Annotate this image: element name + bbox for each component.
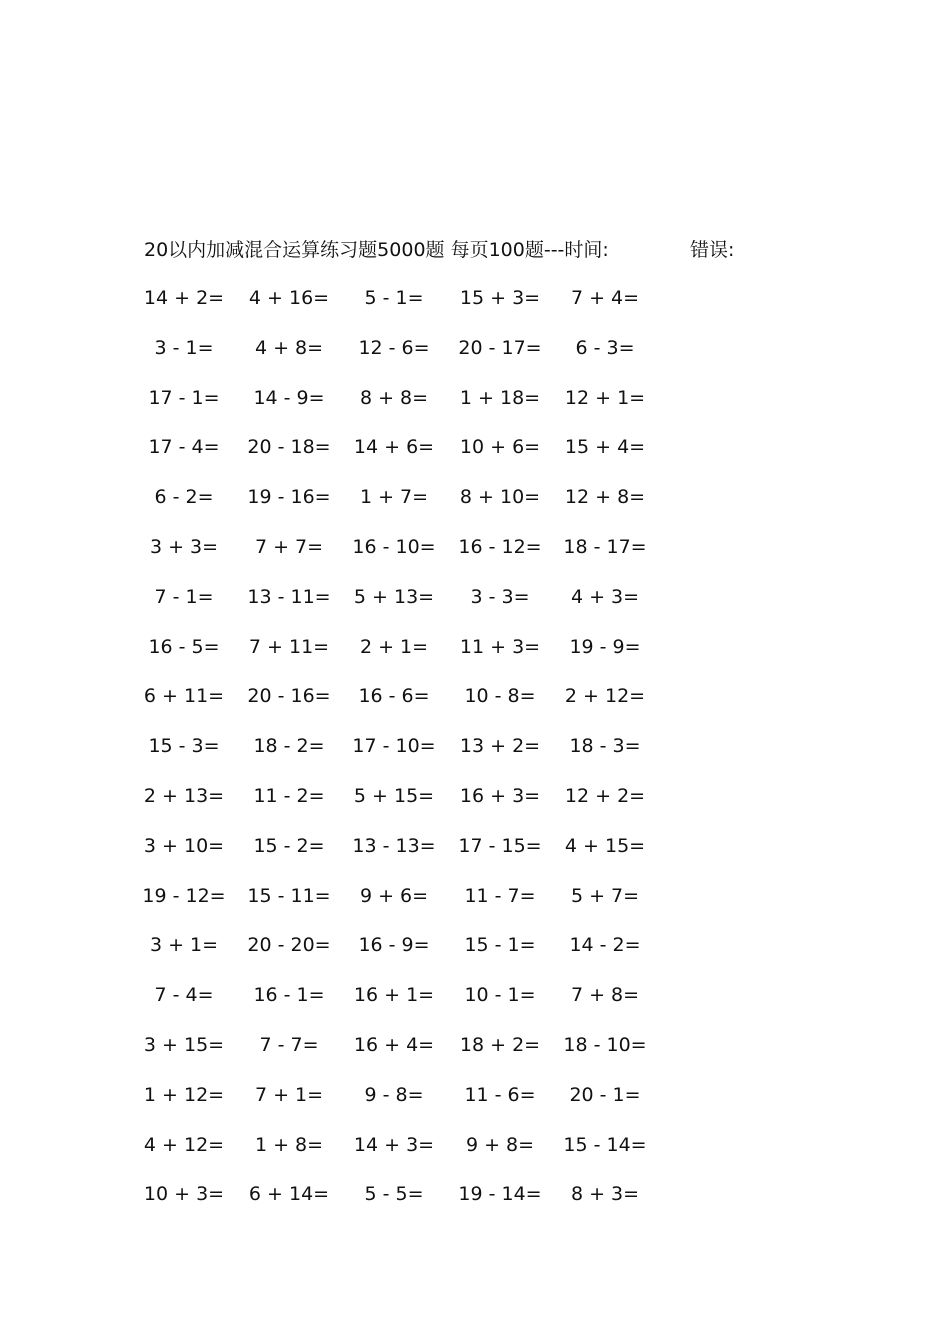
problem-item: 8 + 10=	[459, 486, 541, 509]
problem-item: 2 + 1=	[359, 635, 429, 658]
problem-item: 11 - 2=	[253, 785, 325, 807]
problem-item: 16 - 10=	[352, 536, 436, 558]
error-label: 错误:	[690, 239, 735, 261]
problem-item: 14 + 3=	[353, 1133, 435, 1156]
problem-item: 18 - 2=	[253, 735, 325, 758]
problem-item: 12 + 1=	[564, 386, 646, 409]
problem-item: 2 + 13=	[143, 785, 225, 807]
problem-item: 3 + 10=	[143, 834, 225, 857]
problem-item: 12 + 8=	[564, 486, 646, 509]
worksheet-title: 20以内加减混合运算练习题5000题 每页100题---	[144, 239, 565, 261]
problem-item: 16 - 9=	[358, 934, 430, 957]
problem-item: 1 + 7=	[359, 486, 429, 509]
problem-item: 7 - 4=	[154, 984, 214, 1007]
problem-item: 5 + 7=	[570, 884, 640, 907]
problem-item: 5 - 1=	[364, 287, 424, 309]
problem-item: 10 + 3=	[143, 1183, 225, 1206]
problem-item: 5 + 13=	[353, 585, 435, 608]
problem-item: 18 - 3=	[569, 735, 641, 758]
time-label: 时间:	[564, 239, 609, 261]
problem-item: 16 - 1=	[253, 984, 325, 1007]
problem-item: 12 + 2=	[564, 785, 646, 807]
problem-item: 8 + 8=	[359, 386, 429, 409]
problem-item: 1 + 18=	[459, 386, 541, 409]
problem-item: 19 - 14=	[458, 1183, 542, 1206]
problem-item: 7 + 11=	[248, 635, 330, 658]
problem-item: 20 - 17=	[458, 336, 542, 359]
problem-item: 3 + 1=	[149, 934, 219, 957]
problem-item: 20 - 20=	[247, 934, 331, 957]
problem-item: 5 - 5=	[364, 1183, 424, 1206]
problem-item: 15 - 3=	[148, 735, 220, 758]
problem-item: 7 + 1=	[254, 1083, 324, 1106]
problem-item: 15 - 2=	[253, 834, 325, 857]
problem-item: 19 - 16=	[247, 486, 331, 509]
problem-item: 20 - 1=	[569, 1083, 641, 1106]
problem-item: 5 + 15=	[353, 785, 435, 807]
problem-item: 4 + 12=	[143, 1133, 225, 1156]
problem-item: 15 - 11=	[247, 884, 331, 907]
problem-item: 18 + 2=	[459, 1034, 541, 1056]
problem-item: 17 - 1=	[148, 386, 220, 409]
problem-item: 15 - 14=	[563, 1133, 647, 1156]
problem-item: 13 - 13=	[352, 834, 436, 857]
problem-item: 9 + 8=	[465, 1133, 535, 1156]
problem-item: 12 - 6=	[358, 336, 430, 359]
problem-item: 16 + 1=	[353, 984, 435, 1007]
problem-item: 18 - 17=	[563, 536, 647, 558]
problem-item: 6 + 11=	[143, 685, 225, 708]
problem-item: 17 - 15=	[458, 834, 542, 857]
problem-item: 17 - 10=	[352, 735, 436, 758]
problem-item: 10 - 1=	[464, 984, 536, 1007]
problem-item: 14 + 2=	[143, 287, 225, 309]
problem-item: 3 + 3=	[149, 536, 219, 558]
problem-item: 7 + 7=	[254, 536, 324, 558]
problem-item: 6 + 14=	[248, 1183, 330, 1206]
problem-item: 7 - 1=	[154, 585, 214, 608]
problem-item: 11 + 3=	[459, 635, 541, 658]
problem-item: 4 + 16=	[248, 287, 330, 309]
problem-item: 3 + 15=	[143, 1034, 225, 1056]
problem-item: 19 - 12=	[142, 884, 226, 907]
problem-item: 3 - 1=	[154, 336, 214, 359]
problem-item: 13 + 2=	[459, 735, 541, 758]
problem-item: 2 + 12=	[564, 685, 646, 708]
problem-item: 16 - 6=	[358, 685, 430, 708]
problem-item: 10 + 6=	[459, 436, 541, 459]
problem-item: 14 - 9=	[253, 386, 325, 409]
problem-item: 7 - 7=	[259, 1034, 319, 1056]
problem-item: 16 + 4=	[353, 1034, 435, 1056]
problem-item: 16 - 5=	[148, 635, 220, 658]
problem-item: 6 - 3=	[575, 336, 635, 359]
problem-item: 9 + 6=	[359, 884, 429, 907]
problem-item: 13 - 11=	[247, 585, 331, 608]
problem-item: 7 + 4=	[570, 287, 640, 309]
problem-item: 14 - 2=	[569, 934, 641, 957]
problem-item: 3 - 3=	[470, 585, 530, 608]
problem-item: 6 - 2=	[154, 486, 214, 509]
problem-item: 15 + 3=	[459, 287, 541, 309]
problem-item: 16 + 3=	[459, 785, 541, 807]
problem-item: 8 + 3=	[570, 1183, 640, 1206]
problem-item: 4 + 15=	[564, 834, 646, 857]
problem-item: 4 + 3=	[570, 585, 640, 608]
problem-item: 9 - 8=	[364, 1083, 424, 1106]
problem-item: 15 + 4=	[564, 436, 646, 459]
problem-item: 15 - 1=	[464, 934, 536, 957]
problem-item: 20 - 18=	[247, 436, 331, 459]
problem-item: 1 + 8=	[254, 1133, 324, 1156]
problem-item: 4 + 8=	[254, 336, 324, 359]
problem-item: 14 + 6=	[353, 436, 435, 459]
problem-item: 1 + 12=	[143, 1083, 225, 1106]
problem-item: 7 + 8=	[570, 984, 640, 1007]
problem-item: 19 - 9=	[569, 635, 641, 658]
problem-item: 18 - 10=	[563, 1034, 647, 1056]
problem-item: 11 - 6=	[464, 1083, 536, 1106]
problem-item: 10 - 8=	[464, 685, 536, 708]
problem-item: 16 - 12=	[458, 536, 542, 558]
problem-item: 20 - 16=	[247, 685, 331, 708]
problem-item: 17 - 4=	[148, 436, 220, 459]
problem-item: 11 - 7=	[464, 884, 536, 907]
